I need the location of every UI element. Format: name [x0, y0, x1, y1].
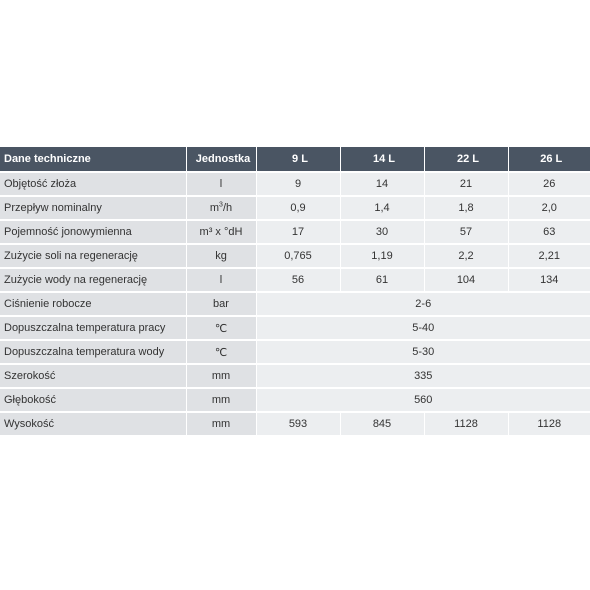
unit-base: m [209, 202, 220, 214]
cell-14l: 61 [340, 268, 424, 292]
row-unit: bar [186, 292, 256, 316]
cell-all-sizes: 2-6 [256, 292, 590, 316]
cell-9l: 0,9 [256, 196, 340, 220]
row-label: Zużycie wody na regenerację [0, 268, 186, 292]
table-header-row [0, 147, 590, 172]
row-unit: l [186, 172, 256, 196]
row-label: Wysokość [0, 412, 186, 436]
table-row [0, 340, 590, 364]
table-row [0, 172, 590, 196]
cell-all-sizes: 5-40 [256, 316, 590, 340]
cell-9l: 17 [256, 220, 340, 244]
header-26l: 26 L [508, 147, 590, 172]
cell-22l: 1128 [424, 412, 508, 436]
cell-9l: 56 [256, 268, 340, 292]
header-9l: 9 L [256, 147, 340, 172]
row-label: Dopuszczalna temperatura pracy [0, 316, 186, 340]
row-label: Przepływ nominalny [0, 196, 186, 220]
cell-14l: 1,4 [340, 196, 424, 220]
table-row [0, 316, 590, 340]
cell-22l: 21 [424, 172, 508, 196]
table-row [0, 196, 590, 220]
cell-14l: 845 [340, 412, 424, 436]
cell-all-sizes: 560 [256, 388, 590, 412]
table-row [0, 364, 590, 388]
row-label: Zużycie soli na regenerację [0, 244, 186, 268]
cell-9l: 9 [256, 172, 340, 196]
cell-22l: 104 [424, 268, 508, 292]
unit-superscript: 3 [219, 201, 223, 209]
header-dane-techniczne: Dane techniczne [0, 147, 186, 172]
cell-14l: 1,19 [340, 244, 424, 268]
unit-tail: /h [222, 202, 233, 214]
cell-all-sizes: 335 [256, 364, 590, 388]
row-label: Objętość złoża [0, 172, 186, 196]
row-unit: ℃ [186, 316, 256, 340]
header-jednostka: Jednostka [186, 147, 256, 172]
row-label: Ciśnienie robocze [0, 292, 186, 316]
header-22l: 22 L [424, 147, 508, 172]
table-row [0, 268, 590, 292]
row-label: Pojemność jonowymienna [0, 220, 186, 244]
row-unit: ℃ [186, 340, 256, 364]
table-row [0, 292, 590, 316]
row-unit: mm [186, 388, 256, 412]
cell-9l: 593 [256, 412, 340, 436]
cell-26l: 2,0 [508, 196, 590, 220]
header-14l: 14 L [340, 147, 424, 172]
row-unit: mm [186, 364, 256, 388]
row-label: Szerokość [0, 364, 186, 388]
cell-14l: 14 [340, 172, 424, 196]
cell-22l: 1,8 [424, 196, 508, 220]
cell-26l: 26 [508, 172, 590, 196]
cell-all-sizes: 5-30 [256, 340, 590, 364]
table-row [0, 244, 590, 268]
row-unit [186, 196, 256, 220]
table-row [0, 412, 590, 436]
cell-26l: 2,21 [508, 244, 590, 268]
cell-26l: 63 [508, 220, 590, 244]
row-unit: l [186, 268, 256, 292]
row-label: Głębokość [0, 388, 186, 412]
cell-22l: 2,2 [424, 244, 508, 268]
cell-9l: 0,765 [256, 244, 340, 268]
row-unit: kg [186, 244, 256, 268]
technical-data-table-wrapper [0, 147, 590, 437]
row-unit: m³ x °dH [186, 220, 256, 244]
row-label: Dopuszczalna temperatura wody [0, 340, 186, 364]
cell-26l: 1128 [508, 412, 590, 436]
cell-22l: 57 [424, 220, 508, 244]
row-unit: mm [186, 412, 256, 436]
cell-14l: 30 [340, 220, 424, 244]
table-row [0, 388, 590, 412]
table-row [0, 220, 590, 244]
technical-data-table [0, 147, 590, 437]
cell-26l: 134 [508, 268, 590, 292]
